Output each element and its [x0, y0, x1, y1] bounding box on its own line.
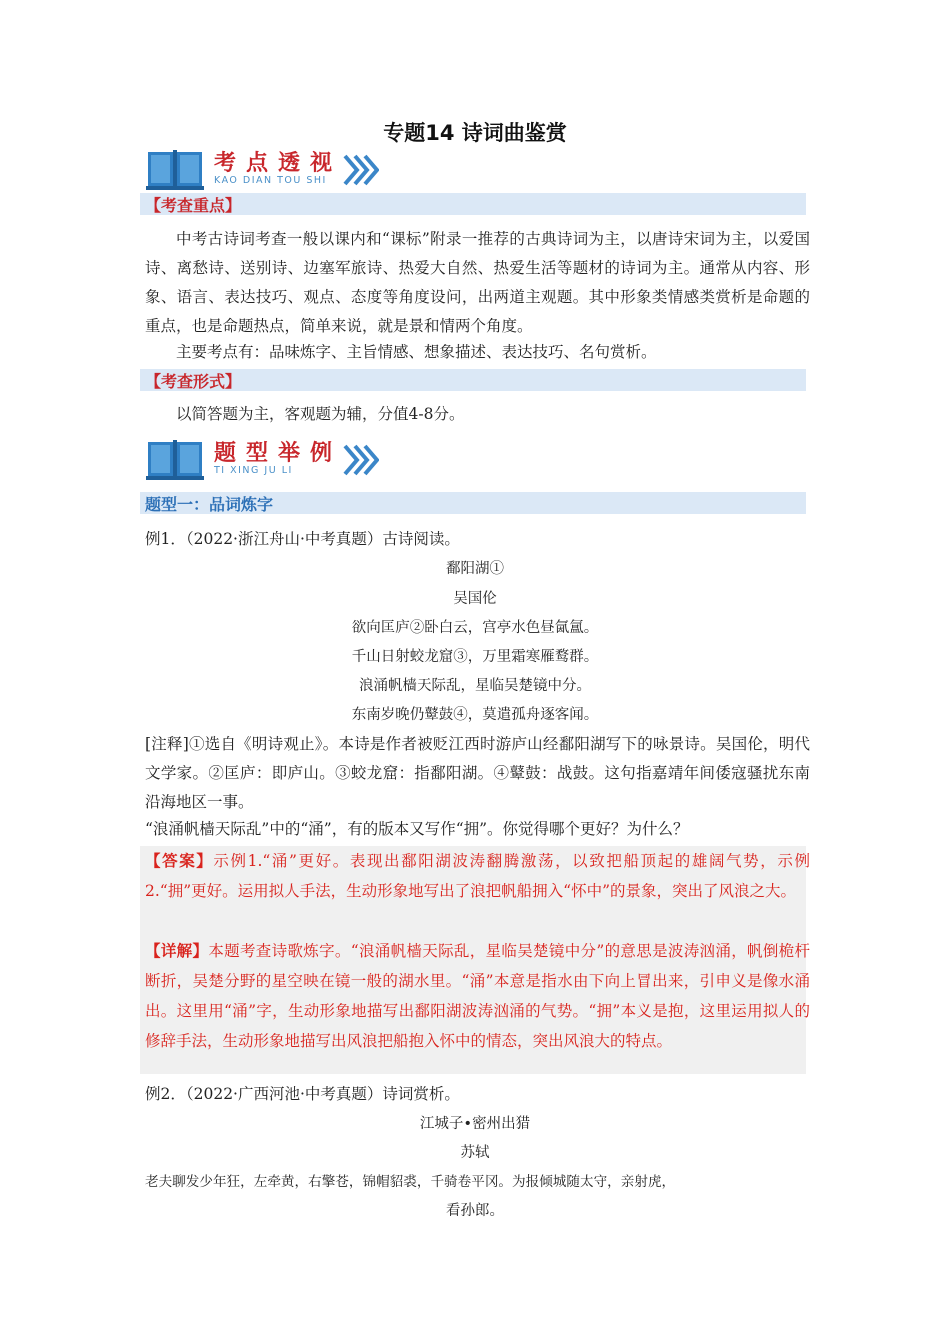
banner-tixing: [146, 438, 406, 482]
poem-title: 鄱阳湖①: [446, 561, 504, 577]
chevron-right-icon: [343, 154, 379, 186]
detail-tag: 【详解】: [145, 941, 209, 960]
chevron-right-icon: [343, 444, 379, 476]
banner-kaodian: [146, 148, 406, 192]
form-paragraph: 以简答题为主，客观题为辅，分值4-8分。: [176, 405, 465, 423]
detail-text: 本题考查诗歌炼字。“浪涌帆樯天际乱，星临吴楚镜中分”的意思是波涛汹涌，帆倒桅杆断折，吴楚分野的星空映在镜一般的湖水里。“涌”本意是指水由下向上冒出来，引申义是像水涌出。这里用“涌”字，生动形象地描写出鄱阳湖波涛汹涌的气势。“拥”本义是抱，这里运用拟人的修辞手法，生动形象地描写出风浪把船抱入怀中的情态，突出风浪大的特点。: [145, 942, 810, 1050]
example1-question: “浪涌帆樯天际乱”中的“涌”，有的版本又写作“拥”。你觉得哪个更好？为什么？: [145, 820, 689, 838]
poem-title: 江城子•密州出猎: [419, 1116, 531, 1132]
answer-text: 示例1.“涌”更好。表现出鄱阳湖波涛翻腾激荡，以致把船顶起的雄阔气势，示例2.“拥”更好。运用拟人手法，生动形象地写出了浪把帆船拥入“怀中”的景象，突出了风浪之大。: [145, 852, 810, 900]
page-title: 专题14 诗词曲鉴赏: [383, 121, 567, 145]
detail-paragraph: [145, 936, 810, 1056]
type-label-1: 题型一：品词炼字: [145, 495, 274, 514]
answer-paragraph: [145, 846, 810, 906]
poem-line: 看孙郎。: [446, 1203, 504, 1219]
answer-tag: 【答案】: [145, 851, 214, 870]
banner-title: 考点透视: [214, 151, 343, 176]
example2-intro: 例2．（2022·广西河池·中考真题）诗词赏析。: [145, 1085, 460, 1103]
banner-subtitle: KAO DIAN TOU SHI: [214, 175, 327, 186]
poem-line: 浪涌帆樯天际乱，星临吴楚镜中分。: [359, 678, 591, 694]
poem-notes: [注释]①选自《明诗观止》。本诗是作者被贬江西时游庐山经鄱阳湖写下的咏景诗。吴国伦，明代文学家。②匡庐：即庐山。③蛟龙窟：指鄱阳湖。④鼙鼓：战鼓。这句指嘉靖年间倭寇骚扰东南沿海地区一事。: [145, 735, 810, 811]
poem-author: 吴国伦: [453, 591, 497, 607]
example1-intro: 例1．（2022·浙江舟山·中考真题）古诗阅读。: [145, 530, 460, 548]
section-label-focus: 【考查重点】: [145, 196, 242, 215]
focus-paragraph-1: 中考古诗词考查一般以课内和“课标”附录一推荐的古典诗词为主，以唐诗宋词为主，以爱国诗、离愁诗、送别诗、边塞军旅诗、热爱大自然、热爱生活等题材的诗词为主。通常从内容、形象、语言、表达技巧、观点、态度等角度设问，出两道主观题。其中形象类情感类赏析是命题的重点，也是命题热点，简单来说，就是景和情两个角度。: [145, 230, 810, 335]
poem-line: 千山日射蛟龙窟③，万里霜寒雁鹜群。: [351, 649, 599, 665]
poem-line: 老夫聊发少年狂，左牵黄，右擎苍，锦帽貂裘，千骑卷平冈。为报倾城随太守，亲射虎，: [145, 1174, 676, 1190]
focus-paragraph-2: 主要考点有：品味炼字、主旨情感、想象描述、表达技巧、名句赏析。: [176, 343, 657, 361]
book-icon: [146, 438, 204, 482]
section-label-form: 【考查形式】: [145, 372, 242, 391]
banner-title: 题型举例: [214, 441, 343, 466]
poem-line: 东南岁晚仍鼙鼓④，莫遣孤舟逐客闻。: [351, 707, 599, 723]
book-icon: [146, 148, 204, 192]
poem-line: 欲向匡庐②卧白云，宫亭水色昼氤氲。: [351, 620, 599, 636]
banner-subtitle: TI XING JU LI: [214, 465, 293, 476]
poem-author: 苏轼: [460, 1145, 490, 1161]
